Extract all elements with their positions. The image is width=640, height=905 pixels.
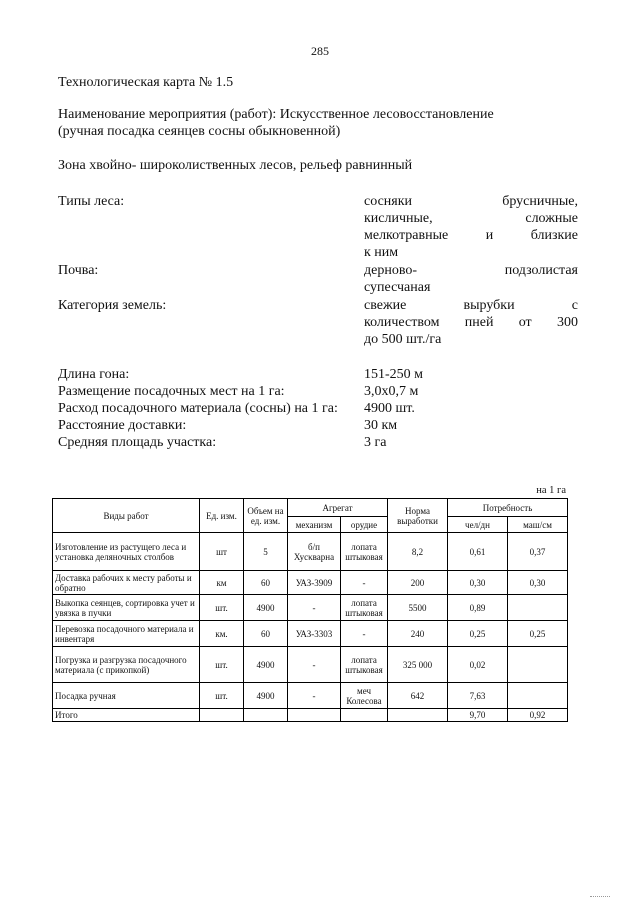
soil-label: Почва: xyxy=(58,263,99,278)
cell-norm: 8,2 xyxy=(388,533,448,571)
cell-mach-days xyxy=(508,595,568,621)
cell-work: Посадка ручная xyxy=(53,683,200,709)
header-mach-days: маш/см xyxy=(508,517,568,533)
table-unit-note: на 1 га xyxy=(536,485,566,496)
cell-mechanism: б/п Хусκварна xyxy=(288,533,341,571)
cell-mechanism: - xyxy=(288,683,341,709)
forest-types-value-2: кисличные, сложные xyxy=(364,211,578,226)
param-label: Расход посадочного материала (сосны) на 1 га: xyxy=(58,401,338,416)
table-row xyxy=(53,621,568,647)
header-aggregate: Агрегат xyxy=(288,499,388,517)
cell-mach-days xyxy=(508,647,568,683)
table-row xyxy=(53,571,568,595)
activity-line-2: (ручная посадка сеянцев сосны обыкновенной) xyxy=(58,124,341,139)
table-total-row xyxy=(53,709,568,722)
activity-line-1: Наименование мероприятия (работ): Искусственное лесовосстановление xyxy=(58,107,494,122)
cell-norm: 5500 xyxy=(388,595,448,621)
cell-volume: 4900 xyxy=(244,683,288,709)
cell-unit: шт xyxy=(200,533,244,571)
soil-value-2: супесчаная xyxy=(364,280,431,295)
cell-volume: 60 xyxy=(244,621,288,647)
param-label: Расстояние доставки: xyxy=(58,418,187,433)
param-value: 4900 шт. xyxy=(364,401,415,416)
land-category-value-1: свежие вырубки с xyxy=(364,298,578,313)
header-volume: Объем на ед. изм. xyxy=(244,499,288,533)
cell-tool: лопата штыковая xyxy=(341,595,388,621)
cell-man-days: 7,63 xyxy=(448,683,508,709)
page-number: 285 xyxy=(311,44,329,58)
forest-types-label: Типы леса: xyxy=(58,194,125,209)
cell-mechanism: - xyxy=(288,647,341,683)
cell-mechanism: УАЗ-3909 xyxy=(288,571,341,595)
cell-norm: 642 xyxy=(388,683,448,709)
total-man-days: 9,70 xyxy=(448,709,508,722)
cell-unit: шт. xyxy=(200,683,244,709)
table-row xyxy=(53,647,568,683)
cell-norm: 200 xyxy=(388,571,448,595)
cell-tool: - xyxy=(341,571,388,595)
cell-unit: км xyxy=(200,571,244,595)
cell-work: Выкопка сеянцев, сортировка учет и увязка в пучки xyxy=(53,595,200,621)
param-value: 3 га xyxy=(364,435,387,450)
header-man-days: чел/дн xyxy=(448,517,508,533)
cell-man-days: 0,30 xyxy=(448,571,508,595)
document-title: Технологическая карта № 1.5 xyxy=(58,75,234,90)
cell-work: Погрузка и разгрузка посадочного материала (с прикопкой) xyxy=(53,647,200,683)
header-tool: орудие xyxy=(341,517,388,533)
total-label: Итого xyxy=(53,709,200,722)
work-table xyxy=(52,498,568,722)
param-label: Средняя площадь участка: xyxy=(58,435,217,450)
param-value: 3,0х0,7 м xyxy=(364,384,419,399)
cell-mechanism: УАЗ-3303 xyxy=(288,621,341,647)
table-row xyxy=(53,683,568,709)
zone-line: Зона хвойно- широколиственных лесов, рельеф равнинный xyxy=(58,158,413,173)
header-mechanism: механизм xyxy=(288,517,341,533)
header-norm: Норма выработки xyxy=(388,499,448,533)
header-work: Виды работ xyxy=(53,499,200,533)
cell-work: Доставка рабочих к месту работы и обратно xyxy=(53,571,200,595)
cell-mach-days: 0,30 xyxy=(508,571,568,595)
table-row xyxy=(53,595,568,621)
cell-man-days: 0,61 xyxy=(448,533,508,571)
cell-norm: 240 xyxy=(388,621,448,647)
header-need: Потребность xyxy=(448,499,568,517)
land-category-value-2: количеством пней от 300 xyxy=(364,315,578,330)
soil-value-1: дерново- подзолистая xyxy=(364,263,578,278)
cell-mach-days xyxy=(508,683,568,709)
cell-tool: меч Колесова xyxy=(341,683,388,709)
cell-volume: 5 xyxy=(244,533,288,571)
land-category-label: Категория земель: xyxy=(58,298,167,313)
forest-types-value-4: к ним xyxy=(364,245,399,260)
cell-unit: км. xyxy=(200,621,244,647)
param-value: 151-250 м xyxy=(364,367,424,382)
cell-mechanism: - xyxy=(288,595,341,621)
cell-volume: 4900 xyxy=(244,595,288,621)
param-label: Размещение посадочных мест на 1 га: xyxy=(58,384,285,399)
header-unit: Ед. изм. xyxy=(200,499,244,533)
cell-tool: лопата штыковая xyxy=(341,647,388,683)
forest-types-value-1: сосняки брусничные, xyxy=(364,194,578,209)
cell-unit: шт. xyxy=(200,647,244,683)
cell-mach-days: 0,25 xyxy=(508,621,568,647)
cell-volume: 60 xyxy=(244,571,288,595)
param-label: Длина гона: xyxy=(58,367,130,382)
cell-tool: - xyxy=(341,621,388,647)
param-value: 30 км xyxy=(364,418,398,433)
cell-mach-days: 0,37 xyxy=(508,533,568,571)
cell-volume: 4900 xyxy=(244,647,288,683)
total-mach-days: 0,92 xyxy=(508,709,568,722)
cell-work: Изготовление из растущего леса и установка деляночных столбов xyxy=(53,533,200,571)
land-category-value-3: до 500 шт./га xyxy=(364,332,442,347)
forest-types-value-3: мелкотравные и близкие xyxy=(364,228,578,243)
cell-man-days: 0,89 xyxy=(448,595,508,621)
cell-man-days: 0,02 xyxy=(448,647,508,683)
cell-tool: лопата штыковая xyxy=(341,533,388,571)
table-row xyxy=(53,533,568,571)
cell-unit: шт. xyxy=(200,595,244,621)
footer-mark xyxy=(590,896,610,897)
cell-norm: 325 000 xyxy=(388,647,448,683)
cell-man-days: 0,25 xyxy=(448,621,508,647)
cell-work: Перевозка посадочного материала и инвентаря xyxy=(53,621,200,647)
